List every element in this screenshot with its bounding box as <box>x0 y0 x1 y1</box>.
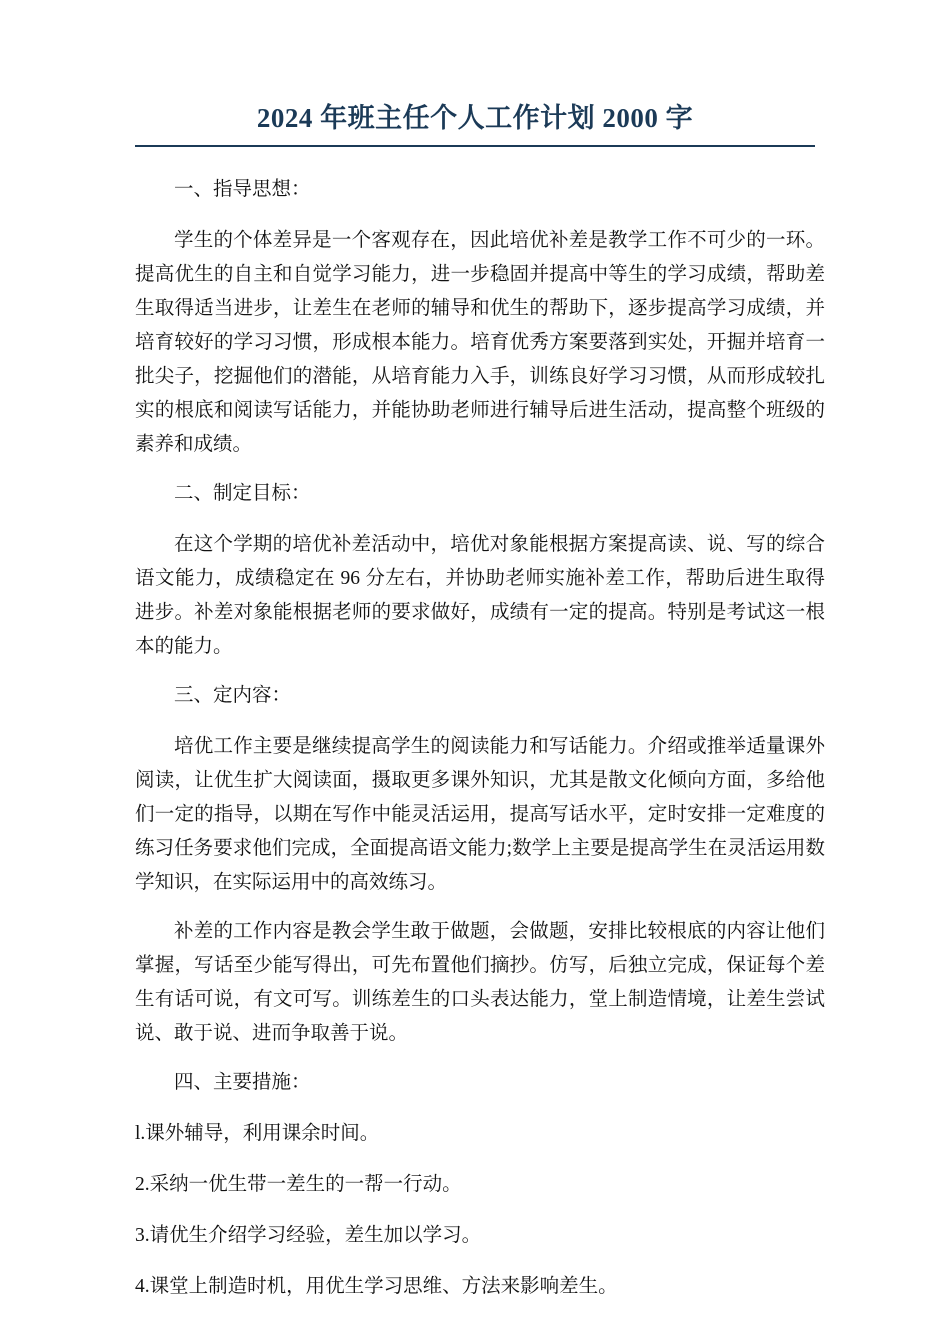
list-item: l.课外辅导，利用课余时间。 <box>135 1123 380 1145</box>
body-paragraph: 培优工作主要是继续提高学生的阅读能力和写话能力。介绍或推举适量课外阅读，让优生扩大阅读面，摄取更多课外知识，尤其是散文化倾向方面，多给他们一定的指导，以期在写作中能灵活运用，提高写话水平，定时安排一定难度的练习任务要求他们完成，全面提高语文能力;数学上主要是提高学生在灵活运用数学知识，在实际运用中的高效练习。 <box>135 736 825 894</box>
document-title-block <box>0 102 950 147</box>
section-heading: 四、主要措施： <box>174 1072 311 1094</box>
document-page <box>0 102 950 1332</box>
section-heading: 一、指导思想： <box>174 179 311 201</box>
list-item: 3.请优生介绍学习经验，差生加以学习。 <box>135 1225 482 1247</box>
list-item: 2.采纳一优生带一差生的一帮一行动。 <box>135 1174 462 1196</box>
section-heading: 三、定内容： <box>174 685 292 707</box>
title-divider <box>135 145 815 147</box>
body-paragraph: 学生的个体差异是一个客观存在，因此培优补差是教学工作不可少的一环。提高优生的自主和自觉学习能力，进一步稳固并提高中等生的学习成绩，帮助差生取得适当进步，让差生在老师的辅导和优生的帮助下，逐步提高学习成绩，并培育较好的学习习惯，形成根本能力。培育优秀方案要落到实处，开掘并培育一批尖子，挖掘他们的潜能，从培育能力入手，训练良好学习习惯，从而形成较扎实的根底和阅读写话能力，并能协助老师进行辅导后进生活动，提高整个班级的素养和成绩。 <box>135 230 825 456</box>
document-body <box>0 173 950 1304</box>
body-paragraph: 在这个学期的培优补差活动中，培优对象能根据方案提高读、说、写的综合语文能力，成绩稳定在 96 分左右，并协助老师实施补差工作，帮助后进生取得进步。补差对象能根据老师的要求做好，成绩有一定的提高。特别是考试这一根本的能力。 <box>135 534 825 658</box>
list-item: 4.课堂上制造时机，用优生学习思维、方法来影响差生。 <box>135 1276 618 1298</box>
section-heading: 二、制定目标： <box>174 483 311 505</box>
body-paragraph: 补差的工作内容是教会学生敢于做题，会做题，安排比较根底的内容让他们掌握，写话至少能写得出，可先布置他们摘抄。仿写，后独立完成，保证每个差生有话可说，有文可写。训练差生的口头表达能力，堂上制造情境，让差生尝试说、敢于说、进而争取善于说。 <box>135 921 825 1045</box>
page-title: 2024 年班主任个人工作计划 2000 字 <box>256 103 694 133</box>
